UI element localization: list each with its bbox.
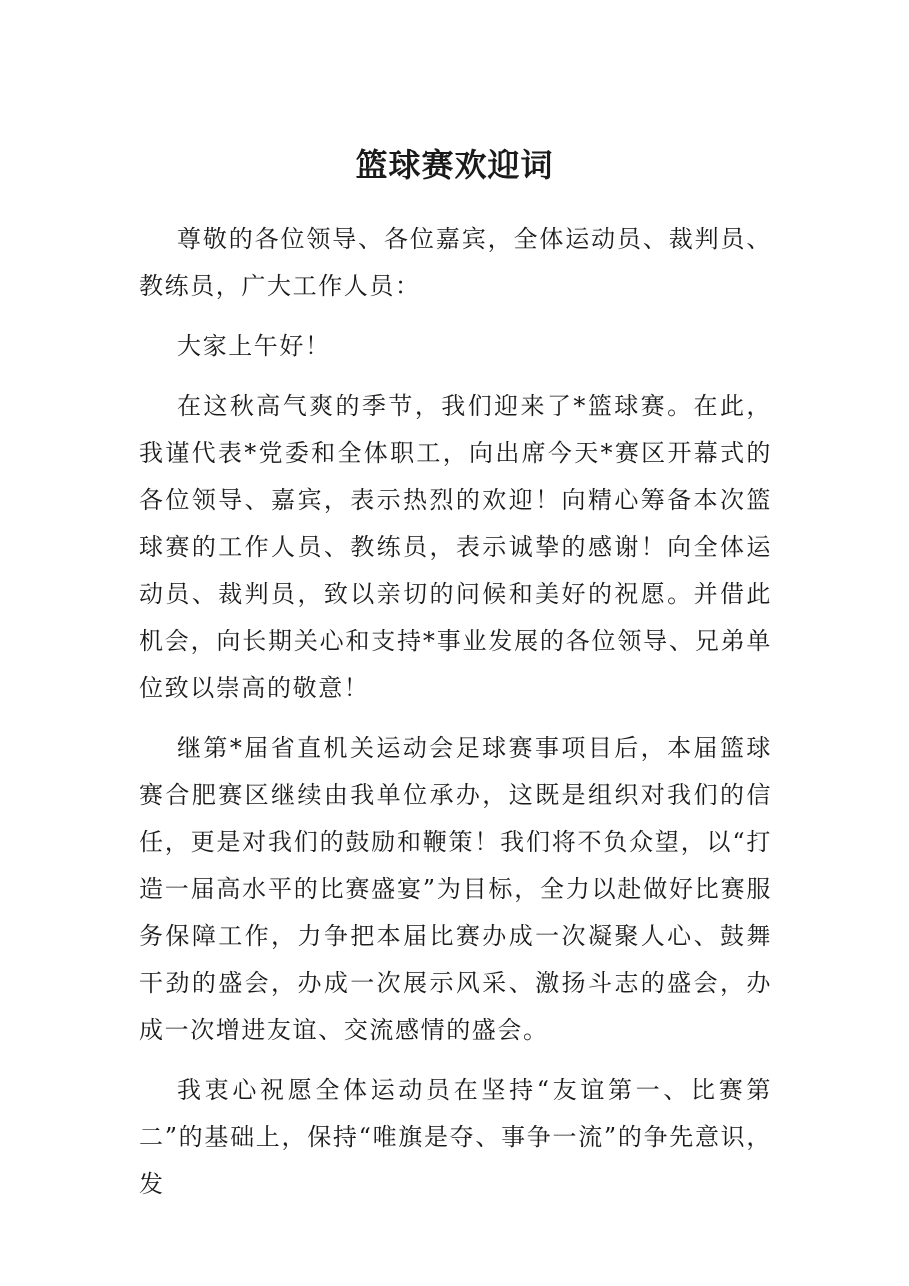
paragraph-wishes: 我衷心祝愿全体运动员在坚持“友谊第一、比赛第二”的基础上，保持“唯旗是夺、事争一流”的争先意识，发 xyxy=(139,1076,772,1198)
document-title: 篮球赛欢迎词 xyxy=(355,146,554,184)
paragraph-greeting: 大家上午好！ xyxy=(177,332,331,360)
document-body xyxy=(139,216,772,1221)
paragraph-hosting: 继第*届省直机关运动会足球赛事项目后，本届篮球赛合肥赛区继续由我单位承办，这既是组织对我们的信任，更是对我们的鼓励和鞭策！我们将不负众望，以“打造一届高水平的比赛盛宴”为目标，全力以赴做好比赛服务保障工作，力争把本届比赛办成一次凝聚人心、鼓舞干劲的盛会，办成一次展示风采、激扬斗志的盛会，办成一次增进友谊、交流感情的盛会。 xyxy=(139,734,772,1044)
paragraph-salutation: 尊敬的各位领导、各位嘉宾，全体运动员、裁判员、教练员，广大工作人员： xyxy=(139,225,772,300)
paragraph-welcome: 在这秋高气爽的季节，我们迎来了*篮球赛。在此，我谨代表*党委和全体职工，向出席今天*赛区开幕式的各位领导、嘉宾，表示热烈的欢迎！向精心筹备本次篮球赛的工作人员、教练员，表示诚挚的感谢！向全体运动员、裁判员，致以亲切的问候和美好的祝愿。并借此机会，向长期关心和支持*事业发展的各位领导、兄弟单位致以崇高的敬意！ xyxy=(139,392,772,702)
